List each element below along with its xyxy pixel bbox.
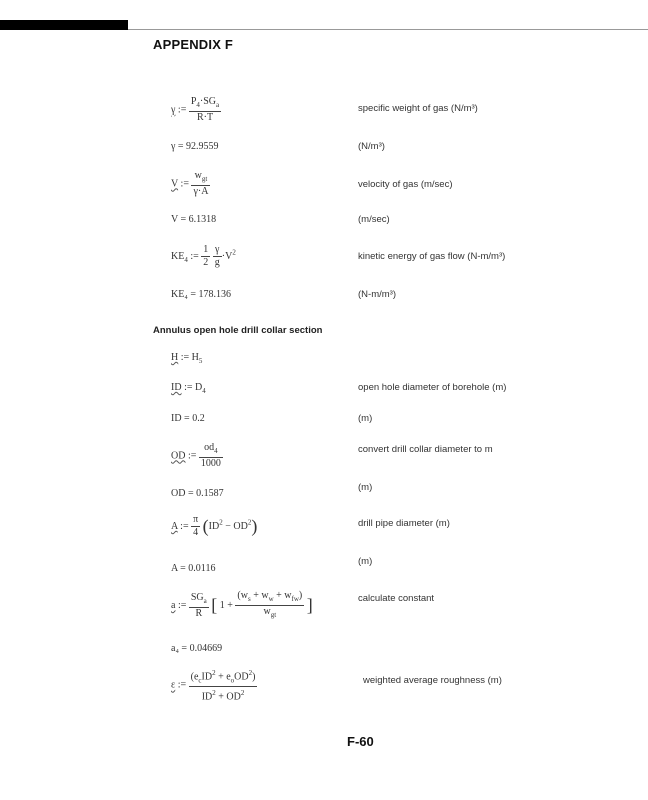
description-velocity: velocity of gas (m/sec) xyxy=(358,179,453,190)
page-title: APPENDIX F xyxy=(153,37,234,52)
result-annulus-area: A = 0.0116 xyxy=(171,563,216,574)
equation-outer-diameter: OD := $\frac{od_4}{1000}$ xyxy=(171,442,221,469)
result-constant: a₄ = 0.04669 xyxy=(171,643,223,654)
equation-kinetic-energy: $KE_4$ := $\frac{1}{2}$ $\frac{\gamma}{g}$ $\cdot V^2$ xyxy=(171,244,236,268)
equation-depth: H := $H_5$ xyxy=(171,352,203,365)
description-roughness: weighted average roughness (m) xyxy=(363,675,502,686)
description-annulus-area: drill pipe diameter (m) xyxy=(358,518,450,529)
description-specific-weight: specific weight of gas (N/m³) xyxy=(358,103,478,114)
equation-annulus-area: A := $\frac{\pi}{4}$ $(ID^2 - OD^2)$ xyxy=(171,514,258,538)
equation-specific-weight: γ := $\frac{P_4\cdot SG_a}{R\cdot T}$ xyxy=(171,96,220,123)
description-inner-diameter-unit: (m) xyxy=(358,413,373,424)
equation-roughness: ε := $\frac{(e_cID^2 + e_oOD^2)}{ID^2 + OD^2}$ xyxy=(171,669,256,703)
description-inner-diameter: open hole diameter of borehole (m) xyxy=(358,382,507,393)
description-kinetic-energy-unit: (N-m/m³) xyxy=(358,289,396,300)
description-kinetic-energy: kinetic energy of gas flow (N-m/m³) xyxy=(358,251,506,262)
equation-constant: a := $\frac{SG_a}{R}$ [ 1 + $\frac{(w_s + w_w + w_{fw})}{w_{gt}}$ ] xyxy=(171,590,313,619)
page-number: F-60 xyxy=(347,734,374,749)
result-kinetic-energy: KE₄ = 178.136 xyxy=(171,289,231,300)
result-outer-diameter: OD = 0.1587 xyxy=(171,488,224,499)
result-inner-diameter: ID = 0.2 xyxy=(171,413,205,424)
description-annulus-area-unit: (m) xyxy=(358,556,373,567)
section-heading: Annulus open hole drill collar section xyxy=(153,325,323,336)
header-rule xyxy=(128,29,648,30)
description-outer-diameter: convert drill collar diameter to m xyxy=(358,444,493,455)
description-constant: calculate constant xyxy=(358,593,435,604)
description-outer-diameter-unit: (m) xyxy=(358,482,373,493)
equation-inner-diameter: ID := $D_4$ xyxy=(171,382,206,395)
result-gamma: γ = 92.9559 xyxy=(171,141,219,152)
header-bar xyxy=(0,20,128,30)
description-gamma-unit: (N/m³) xyxy=(358,141,385,152)
result-velocity: V = 6.1318 xyxy=(171,214,217,225)
description-velocity-unit: (m/sec) xyxy=(358,214,390,225)
equation-velocity: V := $\frac{w_{gt}}{\gamma\cdot A}$ xyxy=(171,170,209,197)
